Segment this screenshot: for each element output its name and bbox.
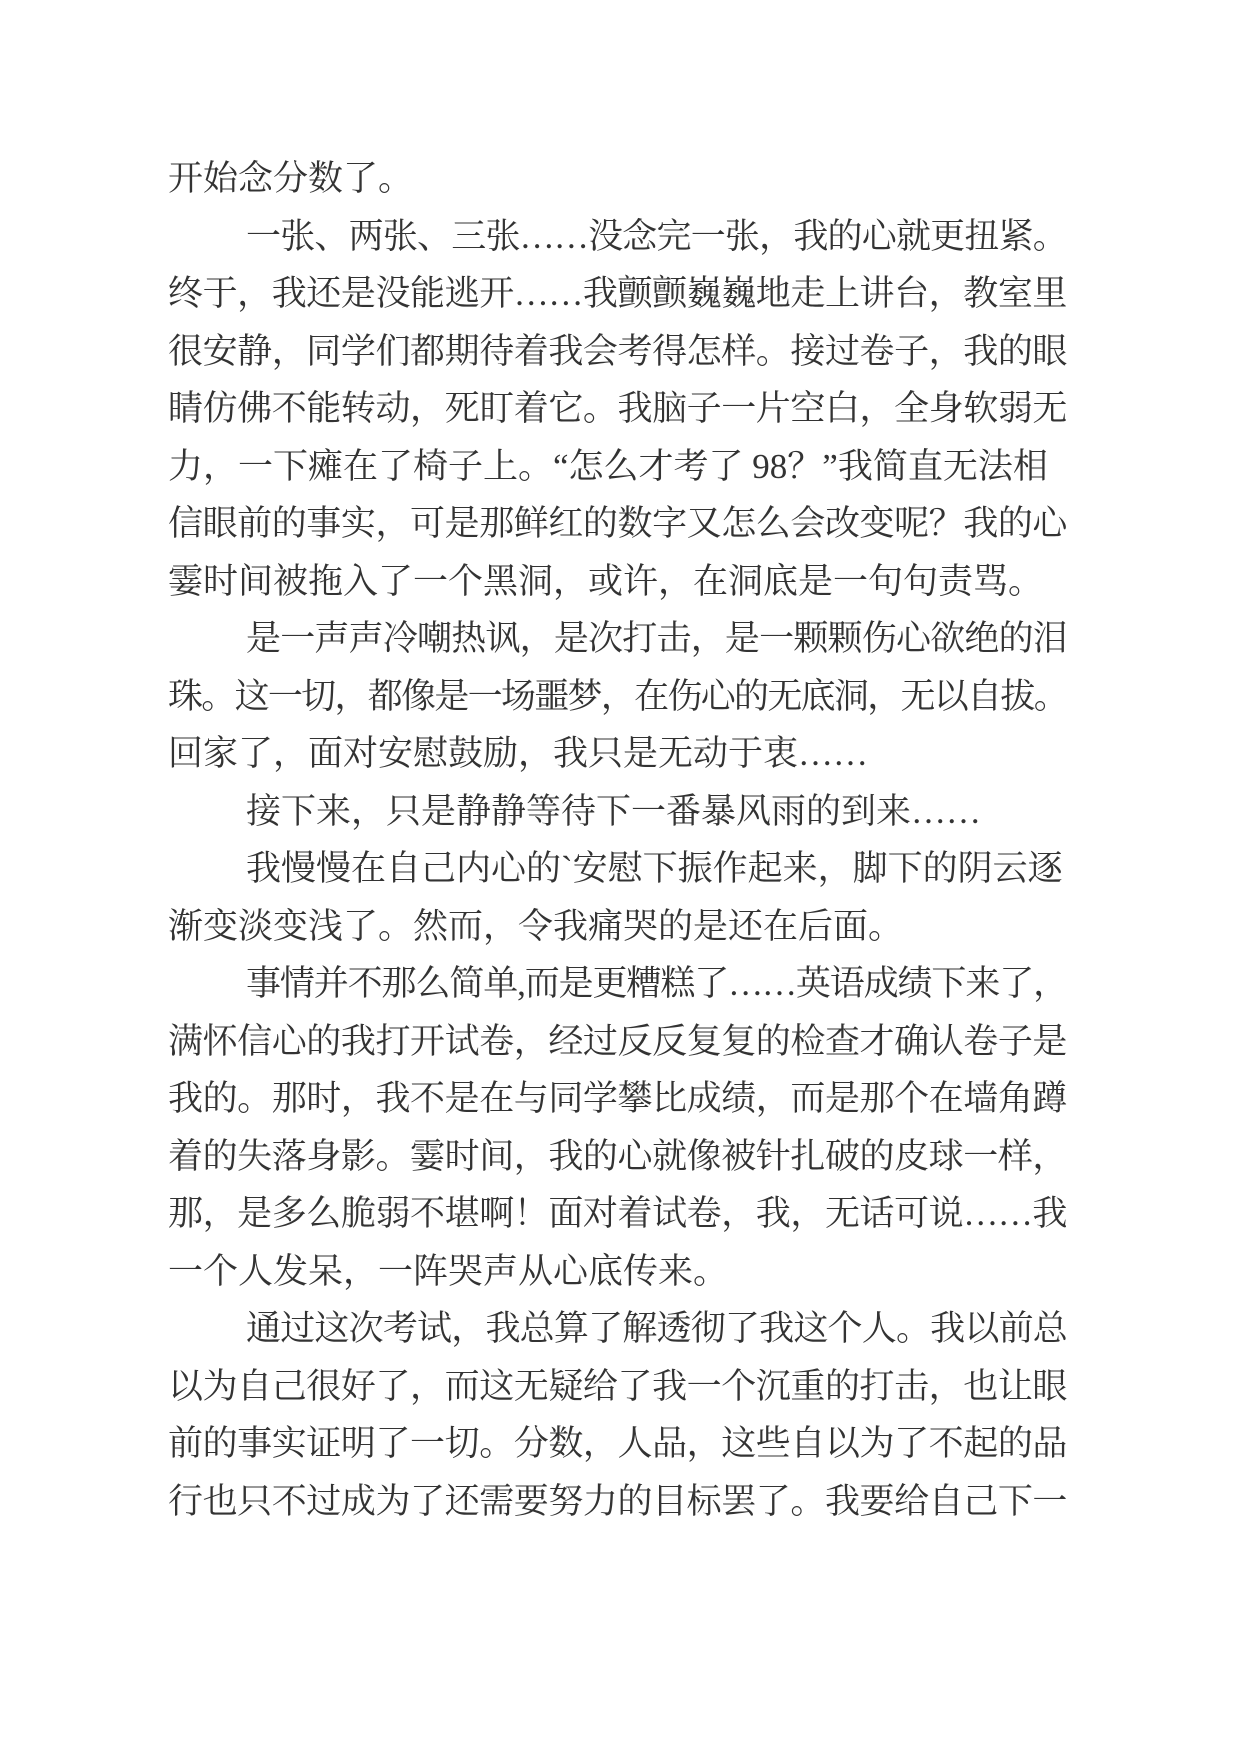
text-line: 那，是多么脆弱不堪啊！面对着试卷，我，无话可说……我 <box>168 1194 1067 1233</box>
text-line: 以为自己很好了，而这无疑给了我一个沉重的打击，也让眼 <box>168 1366 1067 1406</box>
text-line: 一个人发呆，一阵哭声从心底传来。 <box>168 1251 729 1291</box>
text-line: 满怀信心的我打开试卷，经过反反复复的检查才确认卷子是 <box>168 1021 1067 1061</box>
text-line: 是一声声冷嘲热讽，是次打击，是一颗颗伤心欲绝的泪 <box>246 619 1067 658</box>
text-line: 渐变淡变浅了。然而，令我痛哭的是还在后面。 <box>168 906 904 946</box>
text-line: 通过这次考试，我总算了解透彻了我这个人。我以前总 <box>246 1309 1067 1348</box>
document-text-column <box>168 150 1067 1530</box>
text-line: 睛仿佛不能转动，死盯着它。我脑子一片空白，全身软弱无 <box>168 389 1067 428</box>
text-line: 终于，我还是没能逃开……我颤颤巍巍地走上讲台，教室里 <box>168 274 1067 313</box>
text-line: 回家了，面对安慰鼓励，我只是无动于衷…… <box>168 734 869 773</box>
text-line: 着的失落身影。霎时间，我的心就像被针扎破的皮球一样， <box>168 1136 1067 1176</box>
text-line: 接下来，只是静静等待下一番暴风雨的到来…… <box>246 791 982 831</box>
text-line: 一张、两张、三张……没念完一张，我的心就更扭紧。 <box>246 216 1067 256</box>
text-line: 行也只不过成为了还需要努力的目标罢了。我要给自己下一 <box>168 1481 1067 1521</box>
text-line: 信眼前的事实，可是那鲜红的数字又怎么会改变呢？我的心 <box>168 504 1067 543</box>
text-line: 我的。那时，我不是在与同学攀比成绩，而是那个在墙角蹲 <box>168 1079 1067 1118</box>
text-line: 事情并不那么简单,而是更糟糕了……英语成绩下来了， <box>246 964 1067 1003</box>
text-line: 力，一下瘫在了椅子上。“怎么才考了 98？”我简直无法相 <box>168 446 1048 486</box>
text-line: 前的事实证明了一切。分数，人品，这些自以为了不起的品 <box>168 1424 1067 1463</box>
text-line: 很安静，同学们都期待着我会考得怎样。接过卷子，我的眼 <box>168 331 1067 371</box>
text-line: 我慢慢在自己内心的`安慰下振作起来，脚下的阴云逐 <box>246 849 1063 888</box>
text-line: 开始念分数了。 <box>168 159 414 198</box>
text-line: 霎时间被拖入了一个黑洞，或许，在洞底是一句句责骂。 <box>168 561 1044 601</box>
text-line: 珠。这一切，都像是一场噩梦，在伤心的无底洞，无以自拔。 <box>168 676 1067 716</box>
